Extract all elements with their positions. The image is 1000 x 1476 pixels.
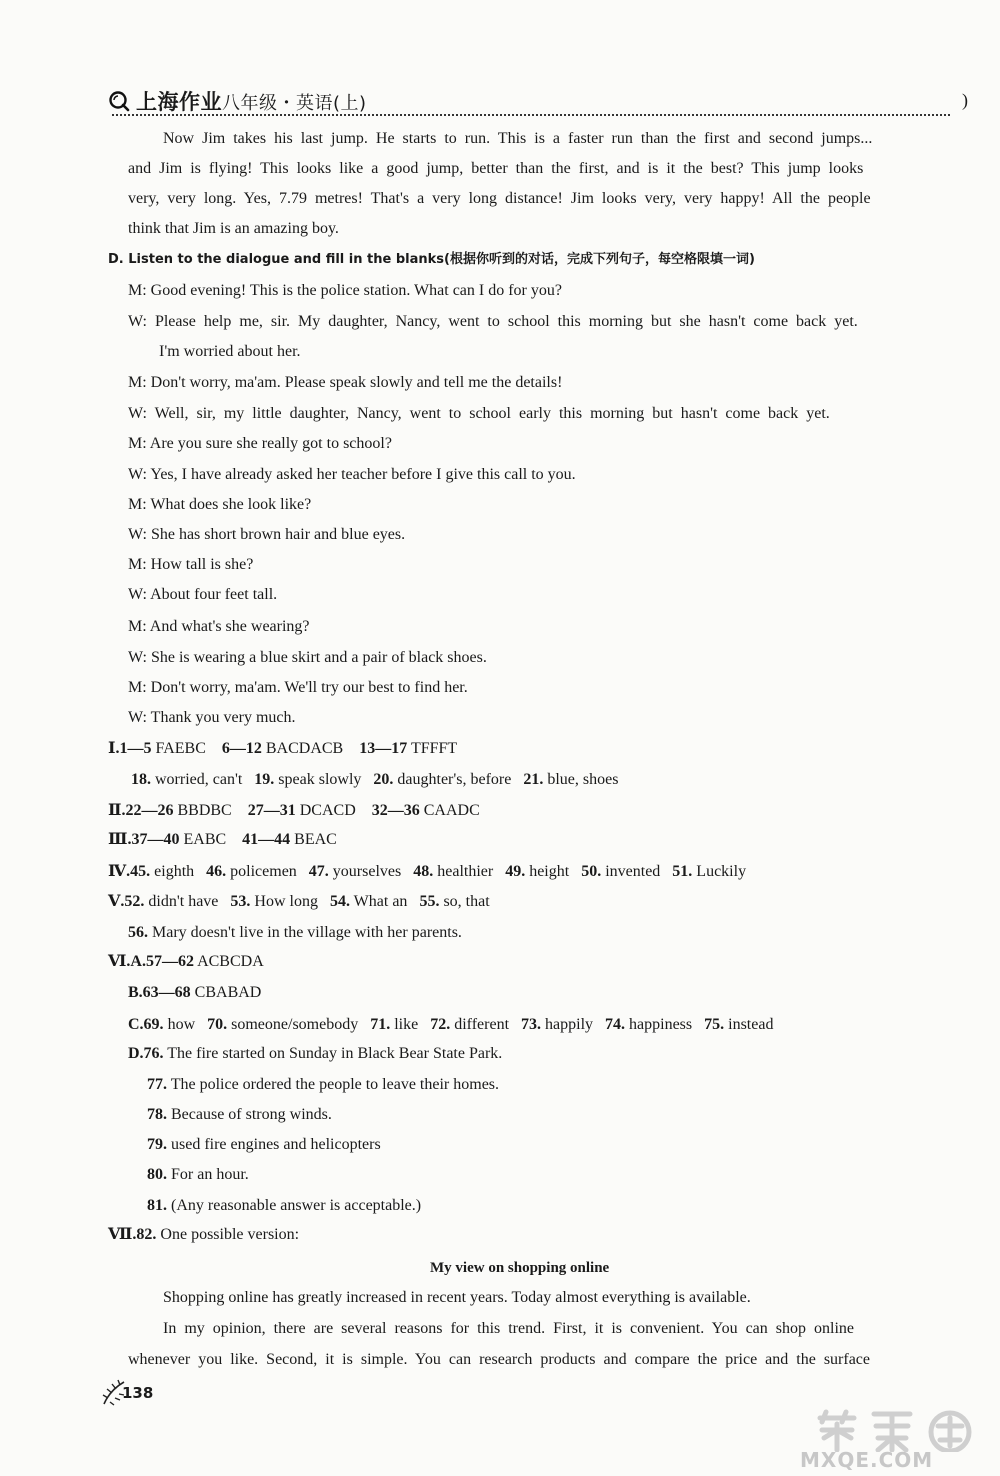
text-line: M: Are you sure she really got to school? — [128, 435, 392, 452]
text-line: 80. For an hour. — [147, 1166, 249, 1183]
text-line: 78. Because of strong winds. — [147, 1106, 332, 1123]
text-line: 79. used fire engines and helicopters — [147, 1136, 381, 1153]
text-line: Ⅳ.45. eighth 46. policemen 47. yourselves 48. healthier 49. height 50. invented 51. Luckily — [108, 863, 747, 880]
text-line: B.63—68 CBABAD — [128, 984, 262, 1001]
header-right-mark: ) — [962, 90, 968, 110]
text-line: M: Don't worry, ma'am. Please speak slowly and tell me the details! — [128, 374, 563, 391]
page-title: 上海作业八年级・英语(上) — [136, 90, 367, 114]
header-divider — [112, 114, 950, 116]
text-line: 18. worried, can't 19. speak slowly 20. daughter's, before 21. blue, shoes — [131, 771, 619, 788]
text-line: I'm worried about her. — [159, 343, 301, 360]
text-line: 56. Mary doesn't live in the village with her parents. — [128, 924, 462, 941]
text-line: W: Well, sir, my little daughter, Nancy, went to school early this morning but hasn't come back yet. — [128, 405, 830, 422]
watermark-logo-icon — [812, 1408, 982, 1452]
text-line: Ⅱ.22—26 BBDBC 27—31 DCACD 32—36 CAADC — [108, 802, 480, 819]
text-line: W: Yes, I have already asked her teacher before I give this call to you. — [128, 466, 576, 483]
text-line: 81. (Any reasonable answer is acceptable.) — [147, 1197, 422, 1214]
text-line: In my opinion, there are several reasons for this trend. First, it is convenient. You can shop online — [163, 1320, 854, 1337]
text-line: M: How tall is she? — [128, 556, 254, 573]
page-header — [108, 84, 968, 118]
text-line: D. Listen to the dialogue and fill in the blanks(根据你听到的对话，完成下列句子，每空格限填一词) — [108, 252, 755, 267]
watermark-url: MXQE.COM — [800, 1448, 934, 1472]
text-line: and Jim is flying! This looks like a good jump, better than the first, and is it the best? This jump looks — [128, 160, 864, 177]
text-line: Ⅲ.37—40 EABC 41—44 BEAC — [108, 831, 337, 848]
text-line: Shopping online has greatly increased in recent years. Today almost everything is available. — [163, 1289, 751, 1306]
text-line: 77. The police ordered the people to leave their homes. — [147, 1076, 500, 1093]
text-line: M: And what's she wearing? — [128, 618, 310, 635]
text-line: think that Jim is an amazing boy. — [128, 220, 339, 237]
text-line: M: Don't worry, ma'am. We'll try our best to find her. — [128, 679, 468, 696]
text-line: Now Jim takes his last jump. He starts to run. This is a faster run than the first and second jumps... — [163, 130, 873, 147]
text-line: My view on shopping online — [430, 1260, 610, 1276]
text-line: W: About four feet tall. — [128, 586, 278, 603]
text-line: W: She is wearing a blue skirt and a pair of black shoes. — [128, 649, 487, 666]
text-line: W: She has short brown hair and blue eyes. — [128, 526, 406, 543]
text-line: W: Thank you very much. — [128, 709, 296, 726]
text-line: W: Please help me, sir. My daughter, Nancy, went to school this morning but she hasn't come back yet. — [128, 313, 858, 330]
text-line: very, very long. Yes, 7.79 metres! That's a very long distance! Jim looks very, very happy! All the people — [128, 190, 871, 207]
watermark — [800, 1408, 990, 1470]
text-line: Ⅵ.A.57—62 ACBCDA — [108, 953, 264, 970]
page-number: 138 — [122, 1384, 154, 1402]
text-line: Ⅰ.1—5 FAEBC 6—12 BACDACB 13—17 TFFFT — [108, 740, 458, 757]
text-line: whenever you like. Second, it is simple. You can research products and compare the price and the surface — [128, 1351, 870, 1368]
text-line: Ⅴ.52. didn't have 53. How long 54. What an 55. so, that — [108, 893, 490, 910]
search-logo-icon — [108, 90, 130, 112]
text-line: C.69. how 70. someone/somebody 71. like 72. different 73. happily 74. happiness 75. instead — [128, 1016, 774, 1033]
text-line: D.76. The fire started on Sunday in Black Bear State Park. — [128, 1045, 503, 1062]
text-line: M: What does she look like? — [128, 496, 312, 513]
text-line: M: Good evening! This is the police station. What can I do for you? — [128, 282, 562, 299]
text-line: Ⅶ.82. One possible version: — [108, 1226, 300, 1243]
